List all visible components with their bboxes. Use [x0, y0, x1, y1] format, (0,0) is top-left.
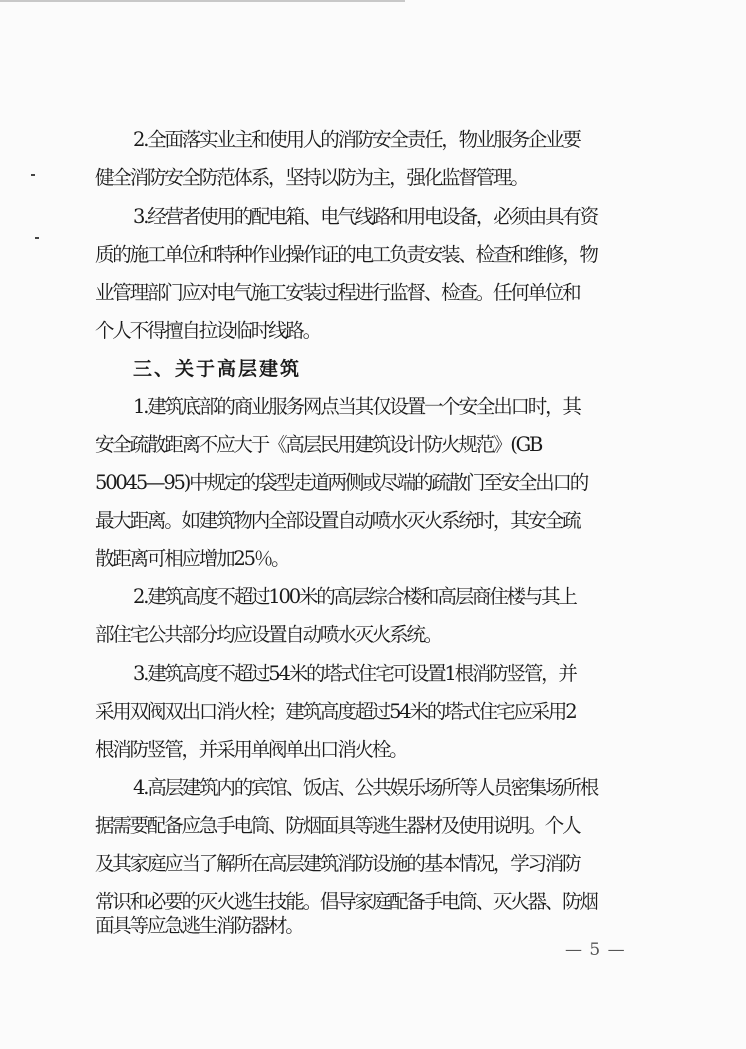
paragraph-line: 业管理部门应对电气施工安装过程进行监督、检查。任何单位和 — [95, 281, 580, 304]
paragraph-line: 1.建筑底部的商业服务网点当其仅设置一个安全出口时，其 — [133, 395, 580, 418]
paragraph-line: 安全疏散距离不应大于《高层民用建筑设计防火规范》(GB — [95, 433, 542, 456]
paragraph-line: 采用双阀双出口消火栓；建筑高度超过54米的塔式住宅应采用2 — [95, 700, 576, 723]
paragraph-line: 个人不得擅自拉设临时线路。 — [95, 319, 320, 342]
paragraph-line: 最大距离。如建筑物内全部设置自动喷水灭火系统时，其安全疏 — [95, 509, 580, 532]
paragraph-line: 常识和必要的灭火逃生技能。倡导家庭配备手电筒、灭火器、防烟 — [95, 890, 597, 913]
paragraph-line: 2.全面落实业主和使用人的消防安全责任，物业服务企业要 — [133, 128, 580, 151]
scan-speck — [35, 237, 39, 239]
scan-speck — [31, 174, 35, 176]
paragraph-line: 散距离可相应增加25％。 — [95, 547, 289, 570]
paragraph-line: 质的施工单位和特种作业操作证的电工负责安装、检查和维修，物 — [95, 243, 597, 266]
paragraph-line: 4.高层建筑内的宾馆、饭店、公共娱乐场所等人员密集场所根 — [133, 776, 598, 799]
paragraph-line: 50045—95)中规定的袋型走道两侧或尽端的疏散门至安全出口的 — [95, 471, 588, 494]
scan-edge-line — [0, 0, 405, 2]
paragraph-line: 面具等应急逃生消防器材。 — [95, 914, 303, 937]
paragraph-line: 根消防竖管，并采用单阀单出口消火栓。 — [95, 738, 407, 761]
paragraph-line: 据需要配备应急手电筒、防烟面具等逃生器材及使用说明。个人 — [95, 814, 580, 837]
paragraph-line: 3.建筑高度不超过54米的塔式住宅可设置1根消防竖管，并 — [133, 662, 576, 685]
paragraph-line: 健全消防安全防范体系，坚持以防为主，强化监督管理。 — [95, 166, 528, 189]
paragraph-line: 3.经营者使用的配电箱、电气线路和用电设备，必须由具有资 — [133, 205, 598, 228]
page-number: — 5 — — [565, 940, 626, 960]
paragraph-line: 及其家庭应当了解所在高层建筑消防设施的基本情况，学习消防 — [95, 852, 580, 875]
paragraph-line: 部住宅公共部分均应设置自动喷水灭火系统。 — [95, 623, 442, 646]
section-heading: 三、关于高层建筑 — [133, 358, 302, 380]
paragraph-line: 2.建筑高度不超过100米的高层综合楼和高层商住楼与其上 — [133, 585, 576, 608]
